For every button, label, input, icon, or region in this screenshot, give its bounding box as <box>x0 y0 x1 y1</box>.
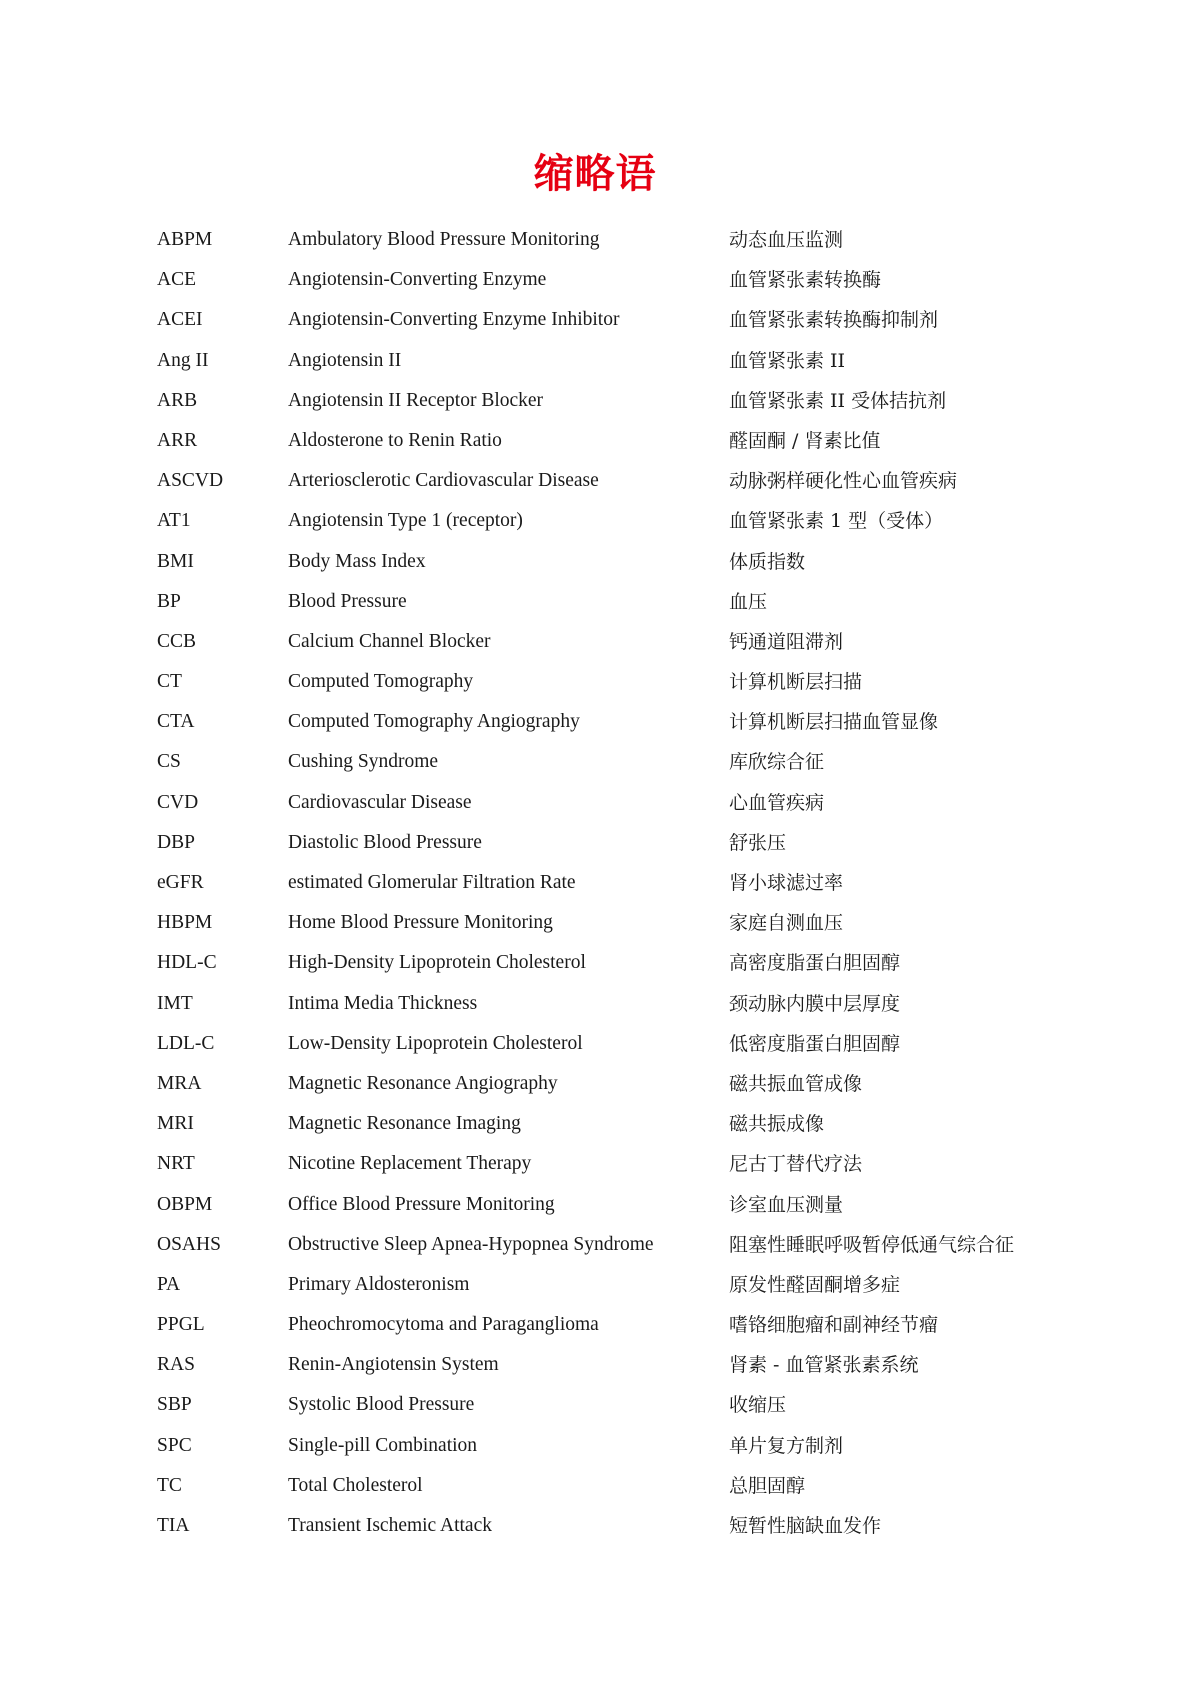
abbreviation-term: ARR <box>157 429 198 451</box>
chinese-translation: 醛固酮 / 肾素比值 <box>729 429 881 452</box>
abbreviation-term: TIA <box>157 1515 190 1536</box>
english-expansion: Blood Pressure <box>288 590 407 612</box>
abbreviation-row <box>0 1345 1190 1385</box>
abbreviation-term: PPGL <box>157 1314 205 1336</box>
abbreviation-list <box>0 220 1190 1546</box>
english-expansion: Transient Ischemic Attack <box>288 1515 492 1536</box>
english-expansion: Systolic Blood Pressure <box>288 1394 475 1416</box>
chinese-translation: 钙通道阻滞剂 <box>729 630 844 653</box>
abbreviation-row <box>0 1225 1190 1265</box>
chinese-translation: 单片复方制剂 <box>729 1434 844 1457</box>
english-expansion: Magnetic Resonance Imaging <box>288 1113 521 1135</box>
abbreviation-term: AT1 <box>157 510 191 532</box>
abbreviation-term: ACEI <box>157 309 203 331</box>
abbreviation-term: NRT <box>157 1153 195 1175</box>
abbreviation-row <box>0 1024 1190 1064</box>
abbreviation-row <box>0 1265 1190 1305</box>
chinese-translation: 动脉粥样硬化性心血管疾病 <box>729 470 958 493</box>
abbreviation-term: BMI <box>157 550 194 572</box>
abbreviation-row <box>0 1185 1190 1225</box>
abbreviation-term: HDL-C <box>157 952 217 974</box>
abbreviation-term: OBPM <box>157 1193 213 1215</box>
abbreviation-term: TC <box>157 1474 182 1496</box>
abbreviation-row <box>0 1506 1190 1546</box>
chinese-translation: 库欣综合征 <box>729 751 825 774</box>
abbreviation-row <box>0 903 1190 943</box>
english-expansion: Angiotensin-Converting Enzyme <box>288 269 547 291</box>
abbreviation-term: PA <box>157 1273 181 1295</box>
english-expansion: Angiotensin II <box>288 349 402 371</box>
english-expansion: High-Density Lipoprotein Cholesterol <box>288 952 586 974</box>
chinese-translation: 体质指数 <box>729 550 806 573</box>
chinese-translation: 血压 <box>729 590 768 613</box>
english-expansion: Nicotine Replacement Therapy <box>288 1153 532 1175</box>
abbreviation-row <box>0 582 1190 622</box>
chinese-translation: 短暂性脑缺血发作 <box>729 1515 882 1537</box>
abbreviation-row <box>0 501 1190 541</box>
abbreviation-term: DBP <box>157 831 195 853</box>
abbreviation-term: OSAHS <box>157 1233 221 1255</box>
english-expansion: Office Blood Pressure Monitoring <box>288 1193 555 1215</box>
chinese-translation: 血管紧张素 II <box>729 349 846 372</box>
english-expansion: Body Mass Index <box>288 550 426 572</box>
chinese-translation: 尼古丁替代疗法 <box>729 1153 863 1176</box>
chinese-translation: 磁共振成像 <box>729 1113 825 1136</box>
chinese-translation: 收缩压 <box>729 1394 787 1417</box>
chinese-translation: 高密度脂蛋白胆固醇 <box>729 952 901 975</box>
abbreviation-term: CT <box>157 671 182 693</box>
english-expansion: Total Cholesterol <box>288 1474 423 1496</box>
abbreviation-term: CTA <box>157 711 195 733</box>
abbreviation-term: SBP <box>157 1394 192 1416</box>
abbreviation-term: ASCVD <box>157 470 224 492</box>
english-expansion: Computed Tomography Angiography <box>288 711 580 733</box>
english-expansion: Primary Aldosteronism <box>288 1273 470 1295</box>
chinese-translation: 阻塞性睡眠呼吸暂停低通气综合征 <box>729 1233 1015 1256</box>
abbreviation-term: Ang II <box>157 349 209 371</box>
english-expansion: Angiotensin-Converting Enzyme Inhibitor <box>288 309 620 331</box>
english-expansion: Aldosterone to Renin Ratio <box>288 429 502 451</box>
english-expansion: Arteriosclerotic Cardiovascular Disease <box>288 470 599 492</box>
abbreviation-term: eGFR <box>157 872 204 893</box>
abbreviation-row <box>0 702 1190 742</box>
abbreviation-row <box>0 863 1190 903</box>
english-expansion: Cardiovascular Disease <box>288 791 472 813</box>
chinese-translation: 总胆固醇 <box>729 1474 806 1497</box>
abbreviation-term: MRI <box>157 1113 194 1135</box>
chinese-translation: 血管紧张素转换酶 <box>729 269 882 292</box>
abbreviation-term: SPC <box>157 1434 192 1456</box>
abbreviation-row <box>0 461 1190 501</box>
english-expansion: Computed Tomography <box>288 671 474 693</box>
english-expansion: Pheochromocytoma and Paraganglioma <box>288 1314 599 1336</box>
abbreviation-term: ACE <box>157 269 196 291</box>
abbreviation-term: BP <box>157 590 181 612</box>
english-expansion: Home Blood Pressure Monitoring <box>288 912 553 934</box>
chinese-translation: 计算机断层扫描 <box>729 671 863 694</box>
abbreviation-term: CS <box>157 751 181 773</box>
chinese-translation: 心血管疾病 <box>729 791 825 814</box>
english-expansion: estimated Glomerular Filtration Rate <box>288 872 576 893</box>
abbreviation-row <box>0 1385 1190 1425</box>
english-expansion: Calcium Channel Blocker <box>288 630 491 652</box>
english-expansion: Magnetic Resonance Angiography <box>288 1072 558 1094</box>
english-expansion: Diastolic Blood Pressure <box>288 831 482 853</box>
abbreviation-row <box>0 662 1190 702</box>
english-expansion: Single-pill Combination <box>288 1434 478 1456</box>
english-expansion: Angiotensin Type 1 (receptor) <box>288 510 523 532</box>
english-expansion: Intima Media Thickness <box>288 992 478 1014</box>
chinese-translation: 诊室血压测量 <box>729 1193 844 1216</box>
abbreviation-term: CCB <box>157 630 197 652</box>
abbreviation-row <box>0 1144 1190 1184</box>
abbreviation-term: IMT <box>157 992 193 1014</box>
abbreviation-term: ABPM <box>157 229 213 250</box>
abbreviation-row <box>0 622 1190 662</box>
chinese-translation: 原发性醛固酮增多症 <box>729 1273 901 1296</box>
abbreviation-row <box>0 1064 1190 1104</box>
chinese-translation: 磁共振血管成像 <box>729 1072 863 1095</box>
chinese-translation: 舒张压 <box>729 831 787 854</box>
abbreviation-row <box>0 984 1190 1024</box>
abbreviation-row <box>0 1305 1190 1345</box>
abbreviation-row <box>0 421 1190 461</box>
abbreviation-row <box>0 220 1190 260</box>
abbreviation-row <box>0 341 1190 381</box>
chinese-translation: 血管紧张素 II 受体拮抗剂 <box>729 389 947 412</box>
chinese-translation: 低密度脂蛋白胆固醇 <box>729 1032 901 1055</box>
abbreviation-row <box>0 1426 1190 1466</box>
chinese-translation: 血管紧张素转换酶抑制剂 <box>729 309 939 332</box>
chinese-translation: 嗜铬细胞瘤和副神经节瘤 <box>729 1314 939 1337</box>
abbreviation-row <box>0 260 1190 300</box>
abbreviation-term: MRA <box>157 1072 202 1094</box>
abbreviation-row <box>0 1466 1190 1506</box>
abbreviation-row <box>0 381 1190 421</box>
abbreviation-row <box>0 1104 1190 1144</box>
abbreviation-term: HBPM <box>157 912 213 934</box>
chinese-translation: 动态血压监测 <box>729 229 844 251</box>
english-expansion: Low-Density Lipoprotein Cholesterol <box>288 1032 583 1054</box>
english-expansion: Cushing Syndrome <box>288 751 439 773</box>
abbreviation-row <box>0 742 1190 782</box>
chinese-translation: 血管紧张素 1 型（受体） <box>729 510 944 533</box>
chinese-translation: 肾小球滤过率 <box>729 872 844 894</box>
abbreviation-row <box>0 542 1190 582</box>
page-title: 缩略语 <box>533 149 657 197</box>
chinese-translation: 计算机断层扫描血管显像 <box>729 711 939 734</box>
abbreviation-row <box>0 300 1190 340</box>
abbreviation-term: LDL-C <box>157 1032 215 1054</box>
chinese-translation: 颈动脉内膜中层厚度 <box>729 992 901 1015</box>
english-expansion: Ambulatory Blood Pressure Monitoring <box>288 229 600 250</box>
chinese-translation: 肾素 - 血管紧张素系统 <box>729 1354 919 1377</box>
abbreviation-row <box>0 783 1190 823</box>
english-expansion: Angiotensin II Receptor Blocker <box>288 389 544 411</box>
abbreviation-term: ARB <box>157 389 198 411</box>
chinese-translation: 家庭自测血压 <box>729 912 844 935</box>
english-expansion: Renin-Angiotensin System <box>288 1354 499 1376</box>
abbreviation-term: CVD <box>157 791 199 813</box>
abbreviation-row <box>0 943 1190 983</box>
abbreviation-term: RAS <box>157 1354 195 1376</box>
abbreviation-row <box>0 823 1190 863</box>
english-expansion: Obstructive Sleep Apnea-Hypopnea Syndrome <box>288 1233 654 1255</box>
